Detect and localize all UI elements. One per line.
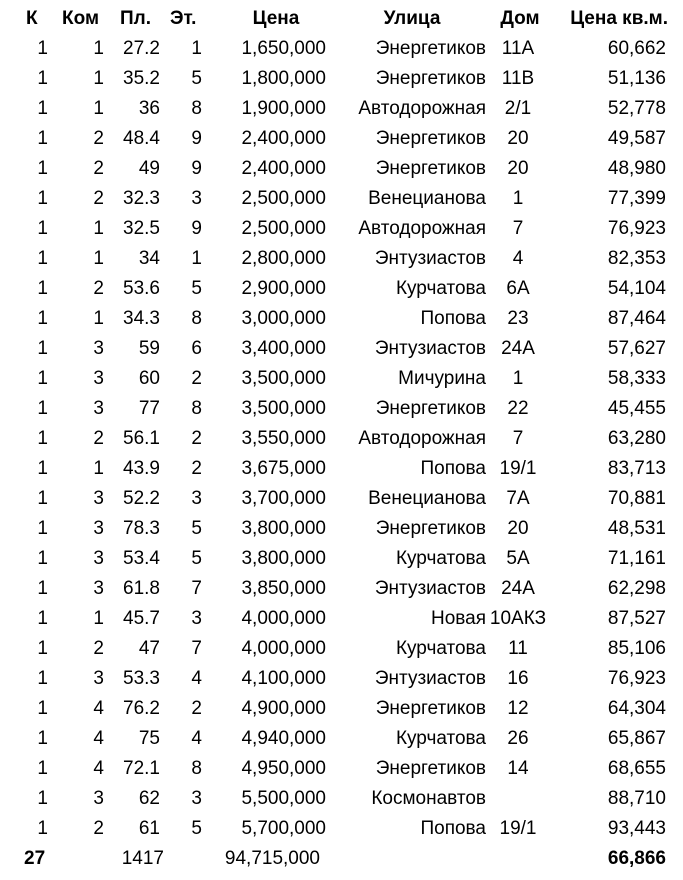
cell-k[interactable]: 1	[37, 698, 48, 719]
cell-price-per-m2[interactable]: 63,280	[607, 428, 666, 449]
cell-house[interactable]: 6А	[506, 278, 530, 299]
cell-house[interactable]: 26	[507, 728, 529, 749]
header-cell-rooms[interactable]: Ком	[62, 8, 100, 29]
cell-floor[interactable]: 9	[191, 128, 202, 149]
table-row	[0, 274, 683, 304]
cell-floor[interactable]: 3	[191, 188, 202, 209]
cell-house[interactable]	[488, 784, 548, 814]
cell-street[interactable]: Космонавтов	[371, 788, 486, 809]
cell-price[interactable]: 2,800,000	[241, 248, 326, 269]
cell-k[interactable]: 1	[37, 68, 48, 89]
table-row	[0, 604, 683, 634]
cell-k[interactable]: 1	[37, 128, 48, 149]
cell-area[interactable]: 75	[138, 728, 160, 749]
cell-street[interactable]: Автодорожная	[358, 98, 486, 119]
cell-rooms[interactable]: 2	[93, 638, 104, 659]
cell-price-per-m2[interactable]: 65,867	[607, 728, 666, 749]
cell-price-per-m2[interactable]: 48,531	[607, 518, 666, 539]
cell-street[interactable]: Венецианова	[368, 488, 486, 509]
cell-house[interactable]: 14	[507, 758, 529, 779]
cell-price-per-m2[interactable]: 45,455	[607, 398, 666, 419]
cell-k[interactable]: 1	[37, 548, 48, 569]
table-row	[0, 484, 683, 514]
cell-k[interactable]: 1	[37, 818, 48, 839]
cell-rooms[interactable]: 3	[93, 788, 104, 809]
cell-rooms[interactable]: 3	[93, 668, 104, 689]
cell-price[interactable]: 3,400,000	[241, 338, 326, 359]
cell-k[interactable]: 1	[37, 428, 48, 449]
cell-street[interactable]: Энтузиастов	[374, 578, 486, 599]
table-row	[0, 454, 683, 484]
cell-price-per-m2[interactable]: 52,778	[607, 98, 666, 119]
cell-house[interactable]: 11А	[501, 38, 535, 59]
totals-row	[0, 844, 683, 874]
total-price[interactable]: 94,715,000	[224, 848, 320, 869]
cell-floor[interactable]: 2	[191, 428, 202, 449]
table-row	[0, 124, 683, 154]
cell-area[interactable]: 56.1	[123, 428, 160, 449]
cell-price-per-m2[interactable]: 76,923	[607, 668, 666, 689]
cell-price-per-m2[interactable]: 76,923	[607, 218, 666, 239]
cell-house[interactable]: 4	[512, 248, 524, 269]
table-row	[0, 634, 683, 664]
cell-rooms[interactable]: 3	[93, 518, 104, 539]
header-cell-price-per-m2[interactable]: Цена кв.м.	[570, 8, 668, 29]
cell-house[interactable]: 20	[507, 128, 529, 149]
cell-floor[interactable]: 1	[191, 248, 202, 269]
cell-street[interactable]: Курчатова	[395, 548, 486, 569]
cell-house[interactable]: 10АКЗ	[489, 608, 547, 629]
cell-price[interactable]: 2,400,000	[241, 158, 326, 179]
table-row	[0, 664, 683, 694]
cell-area[interactable]: 34.3	[123, 308, 160, 329]
cell-rooms[interactable]: 1	[93, 608, 104, 629]
cell-area[interactable]: 32.3	[123, 188, 160, 209]
cell-price[interactable]: 2,400,000	[241, 128, 326, 149]
cell-k[interactable]: 1	[37, 278, 48, 299]
cell-rooms[interactable]: 2	[93, 818, 104, 839]
cell-street[interactable]: Энтузиастов	[374, 248, 486, 269]
cell-floor[interactable]: 8	[191, 308, 202, 329]
cell-k[interactable]: 1	[37, 38, 48, 59]
cell-street[interactable]: Энтузиастов	[374, 668, 486, 689]
cell-house[interactable]: 24А	[501, 338, 535, 359]
table-row	[0, 424, 683, 454]
cell-price-per-m2[interactable]: 62,298	[607, 578, 666, 599]
cell-floor[interactable]: 7	[191, 638, 202, 659]
cell-house[interactable]: 5А	[506, 548, 530, 569]
cell-street[interactable]: Энергетиков	[375, 68, 486, 89]
table-row	[0, 34, 683, 64]
cell-street[interactable]: Энергетиков	[375, 518, 486, 539]
cell-price-per-m2[interactable]: 83,713	[607, 458, 666, 479]
cell-floor[interactable]: 5	[191, 818, 202, 839]
cell-area[interactable]: 45.7	[123, 608, 160, 629]
cell-floor[interactable]: 5	[191, 518, 202, 539]
cell-price[interactable]: 1,650,000	[241, 38, 326, 59]
cell-price-per-m2[interactable]: 88,710	[607, 788, 666, 809]
cell-rooms[interactable]: 1	[93, 308, 104, 329]
cell-area[interactable]: 61	[138, 818, 160, 839]
table-row	[0, 334, 683, 364]
cell-street[interactable]: Курчатова	[395, 728, 486, 749]
cell-street[interactable]: Энергетиков	[375, 758, 486, 779]
cell-area[interactable]: 53.4	[123, 548, 160, 569]
table-row	[0, 154, 683, 184]
header-cell-street[interactable]: Улица	[383, 8, 441, 29]
cell-k[interactable]: 1	[37, 188, 48, 209]
cell-house[interactable]: 7	[512, 218, 524, 239]
cell-price-per-m2[interactable]: 51,136	[607, 68, 666, 89]
cell-floor[interactable]: 8	[191, 398, 202, 419]
cell-price[interactable]: 4,000,000	[241, 608, 326, 629]
cell-area[interactable]: 32.5	[123, 218, 160, 239]
cell-street[interactable]: Курчатова	[395, 278, 486, 299]
cell-house[interactable]: 16	[507, 668, 529, 689]
cell-price[interactable]: 3,675,000	[241, 458, 326, 479]
cell-floor[interactable]: 3	[191, 608, 202, 629]
cell-k[interactable]: 1	[37, 158, 48, 179]
table-row	[0, 64, 683, 94]
cell-street[interactable]: Энергетиков	[375, 698, 486, 719]
cell-house[interactable]: 11	[508, 638, 528, 659]
cell-price-per-m2[interactable]: 93,443	[607, 818, 666, 839]
cell-floor[interactable]: 4	[191, 668, 202, 689]
cell-price[interactable]: 1,800,000	[241, 68, 326, 89]
cell-area[interactable]: 52.2	[123, 488, 160, 509]
cell-street[interactable]: Курчатова	[395, 638, 486, 659]
cell-area[interactable]: 60	[138, 368, 160, 389]
cell-price[interactable]: 2,900,000	[241, 278, 326, 299]
cell-area[interactable]: 47	[138, 638, 160, 659]
cell-price-per-m2[interactable]: 49,587	[607, 128, 666, 149]
cell-house[interactable]: 23	[507, 308, 529, 329]
cell-price-per-m2[interactable]: 87,527	[607, 608, 666, 629]
cell-rooms[interactable]: 4	[93, 728, 104, 749]
cell-price[interactable]: 3,800,000	[241, 548, 326, 569]
cell-street[interactable]: Мичурина	[398, 368, 486, 389]
cell-k[interactable]: 1	[37, 788, 48, 809]
cell-price[interactable]: 3,550,000	[241, 428, 326, 449]
table-row	[0, 814, 683, 844]
cell-floor[interactable]: 5	[191, 278, 202, 299]
cell-price[interactable]: 3,000,000	[241, 308, 326, 329]
cell-floor[interactable]: 5	[191, 68, 202, 89]
table-row	[0, 94, 683, 124]
header-row	[0, 4, 683, 34]
cell-price-per-m2[interactable]: 85,106	[607, 638, 666, 659]
cell-street[interactable]: Энергетиков	[375, 128, 486, 149]
header-cell-floor[interactable]: Эт.	[170, 8, 197, 29]
cell-floor[interactable]: 3	[191, 488, 202, 509]
cell-k[interactable]: 1	[37, 488, 48, 509]
table-row	[0, 244, 683, 274]
total-avg-price-per-m2[interactable]: 66,866	[607, 848, 666, 869]
cell-street[interactable]: Попова	[420, 458, 486, 479]
cell-area[interactable]: 53.3	[123, 668, 160, 689]
cell-area[interactable]: 59	[138, 338, 160, 359]
cell-street[interactable]: Энергетиков	[375, 398, 486, 419]
cell-rooms[interactable]: 1	[93, 458, 104, 479]
cell-k[interactable]: 1	[37, 638, 48, 659]
cell-price[interactable]: 3,850,000	[241, 578, 326, 599]
cell-street[interactable]: Новая	[430, 608, 486, 629]
cell-price[interactable]: 4,940,000	[241, 728, 326, 749]
cell-area[interactable]: 53.6	[123, 278, 160, 299]
cell-area[interactable]: 43.9	[123, 458, 160, 479]
cell-rooms[interactable]: 2	[93, 188, 104, 209]
cell-rooms[interactable]: 3	[93, 338, 104, 359]
cell-price-per-m2[interactable]: 70,881	[607, 488, 666, 509]
cell-price[interactable]: 2,500,000	[241, 218, 326, 239]
cell-price[interactable]: 1,900,000	[241, 98, 326, 119]
cell-area[interactable]: 49	[138, 158, 160, 179]
cell-k[interactable]: 1	[37, 458, 48, 479]
cell-house[interactable]: 19/1	[499, 818, 537, 839]
cell-street[interactable]: Автодорожная	[358, 218, 486, 239]
cell-k[interactable]: 1	[37, 308, 48, 329]
cell-rooms[interactable]: 2	[93, 278, 104, 299]
cell-price-per-m2[interactable]: 64,304	[607, 698, 666, 719]
cell-floor[interactable]: 9	[191, 218, 202, 239]
cell-k[interactable]: 1	[37, 368, 48, 389]
cell-area[interactable]: 35.2	[123, 68, 160, 89]
cell-price-per-m2[interactable]: 68,655	[607, 758, 666, 779]
cell-floor[interactable]: 4	[191, 728, 202, 749]
cell-price[interactable]: 3,500,000	[241, 398, 326, 419]
cell-floor[interactable]: 2	[191, 698, 202, 719]
header-cell-k[interactable]: К	[26, 8, 38, 29]
cell-price[interactable]: 4,900,000	[241, 698, 326, 719]
table-row	[0, 784, 683, 814]
cell-street[interactable]: Энергетиков	[375, 38, 486, 59]
cell-k[interactable]: 1	[37, 608, 48, 629]
table-row	[0, 514, 683, 544]
cell-house[interactable]: 1	[512, 368, 524, 389]
cell-rooms[interactable]: 1	[93, 38, 104, 59]
cell-street[interactable]: Попова	[420, 818, 486, 839]
cell-floor[interactable]: 8	[191, 98, 202, 119]
table-row	[0, 694, 683, 724]
cell-house[interactable]: 2/1	[504, 98, 532, 119]
cell-k[interactable]: 1	[37, 338, 48, 359]
cell-price-per-m2[interactable]: 60,662	[607, 38, 666, 59]
cell-rooms[interactable]: 1	[93, 248, 104, 269]
cell-house[interactable]: 7А	[506, 488, 530, 509]
cell-house[interactable]: 24А	[501, 578, 535, 599]
cell-floor[interactable]: 6	[191, 338, 202, 359]
cell-floor[interactable]: 1	[191, 38, 202, 59]
cell-street[interactable]: Попова	[420, 308, 486, 329]
table-body	[0, 34, 683, 844]
header-cell-price[interactable]: Цена	[252, 8, 300, 29]
total-count[interactable]: 27	[24, 848, 46, 869]
spreadsheet-table	[0, 4, 683, 874]
table-row	[0, 304, 683, 334]
cell-street[interactable]: Энергетиков	[375, 158, 486, 179]
cell-house[interactable]: 20	[507, 518, 529, 539]
total-area[interactable]: 1417	[121, 848, 164, 869]
cell-floor[interactable]: 2	[191, 458, 202, 479]
cell-rooms[interactable]: 1	[93, 218, 104, 239]
cell-k[interactable]: 1	[37, 578, 48, 599]
cell-area[interactable]: 72.1	[123, 758, 160, 779]
cell-house[interactable]: 20	[507, 158, 529, 179]
cell-rooms[interactable]: 3	[93, 578, 104, 599]
cell-price[interactable]: 2,500,000	[241, 188, 326, 209]
cell-price[interactable]: 3,700,000	[241, 488, 326, 509]
cell-house[interactable]: 11В	[501, 68, 535, 89]
cell-house[interactable]: 1	[512, 188, 524, 209]
cell-rooms[interactable]: 3	[93, 368, 104, 389]
cell-price-per-m2[interactable]: 71,161	[607, 548, 666, 569]
cell-price[interactable]: 4,100,000	[241, 668, 326, 689]
cell-price[interactable]: 3,500,000	[241, 368, 326, 389]
cell-price[interactable]: 3,800,000	[241, 518, 326, 539]
cell-house[interactable]: 19/1	[499, 458, 537, 479]
cell-price[interactable]: 4,000,000	[241, 638, 326, 659]
table-row	[0, 544, 683, 574]
cell-rooms[interactable]: 3	[93, 548, 104, 569]
cell-k[interactable]: 1	[37, 398, 48, 419]
table-row	[0, 394, 683, 424]
cell-k[interactable]: 1	[37, 728, 48, 749]
cell-area[interactable]: 78.3	[123, 518, 160, 539]
cell-floor[interactable]: 8	[191, 758, 202, 779]
cell-k[interactable]: 1	[37, 518, 48, 539]
cell-area[interactable]: 48.4	[123, 128, 160, 149]
cell-price[interactable]: 5,700,000	[241, 818, 326, 839]
cell-area[interactable]: 77	[138, 398, 160, 419]
cell-house[interactable]: 7	[512, 428, 524, 449]
cell-price-per-m2[interactable]: 82,353	[607, 248, 666, 269]
cell-area[interactable]: 62	[138, 788, 160, 809]
cell-price[interactable]: 5,500,000	[241, 788, 326, 809]
cell-rooms[interactable]: 3	[93, 488, 104, 509]
table-row	[0, 724, 683, 754]
cell-price-per-m2[interactable]: 48,980	[607, 158, 666, 179]
cell-area[interactable]: 34	[138, 248, 160, 269]
cell-k[interactable]: 1	[37, 248, 48, 269]
table-row	[0, 574, 683, 604]
cell-rooms[interactable]: 2	[93, 428, 104, 449]
cell-rooms[interactable]: 1	[93, 68, 104, 89]
cell-price-per-m2[interactable]: 77,399	[607, 188, 666, 209]
cell-floor[interactable]: 7	[191, 578, 202, 599]
cell-price-per-m2[interactable]: 54,104	[607, 278, 666, 299]
cell-house[interactable]: 12	[507, 698, 529, 719]
cell-area[interactable]: 36	[138, 98, 160, 119]
cell-price-per-m2[interactable]: 58,333	[607, 368, 666, 389]
cell-floor[interactable]: 9	[191, 158, 202, 179]
cell-k[interactable]: 1	[37, 218, 48, 239]
table-row	[0, 184, 683, 214]
cell-rooms[interactable]: 1	[93, 98, 104, 119]
table-row	[0, 754, 683, 784]
cell-area[interactable]: 61.8	[123, 578, 160, 599]
header-cell-area[interactable]: Пл.	[120, 8, 152, 29]
cell-price-per-m2[interactable]: 57,627	[607, 338, 666, 359]
table-row	[0, 364, 683, 394]
cell-street[interactable]: Энтузиастов	[374, 338, 486, 359]
cell-rooms[interactable]: 4	[93, 698, 104, 719]
cell-k[interactable]: 1	[37, 668, 48, 689]
cell-area[interactable]: 76.2	[123, 698, 160, 719]
cell-rooms[interactable]: 3	[93, 398, 104, 419]
cell-area[interactable]: 27.2	[123, 38, 160, 59]
cell-price-per-m2[interactable]: 87,464	[607, 308, 666, 329]
cell-price[interactable]: 4,950,000	[241, 758, 326, 779]
table-row	[0, 214, 683, 244]
cell-street[interactable]: Венецианова	[368, 188, 486, 209]
cell-rooms[interactable]: 2	[93, 158, 104, 179]
cell-street[interactable]: Автодорожная	[358, 428, 486, 449]
cell-floor[interactable]: 3	[191, 788, 202, 809]
cell-k[interactable]: 1	[37, 98, 48, 119]
cell-floor[interactable]: 2	[191, 368, 202, 389]
cell-rooms[interactable]: 4	[93, 758, 104, 779]
header-cell-house[interactable]: Дом	[500, 8, 540, 29]
cell-rooms[interactable]: 2	[93, 128, 104, 149]
cell-floor[interactable]: 5	[191, 548, 202, 569]
cell-house[interactable]: 22	[507, 398, 529, 419]
cell-k[interactable]: 1	[37, 758, 48, 779]
